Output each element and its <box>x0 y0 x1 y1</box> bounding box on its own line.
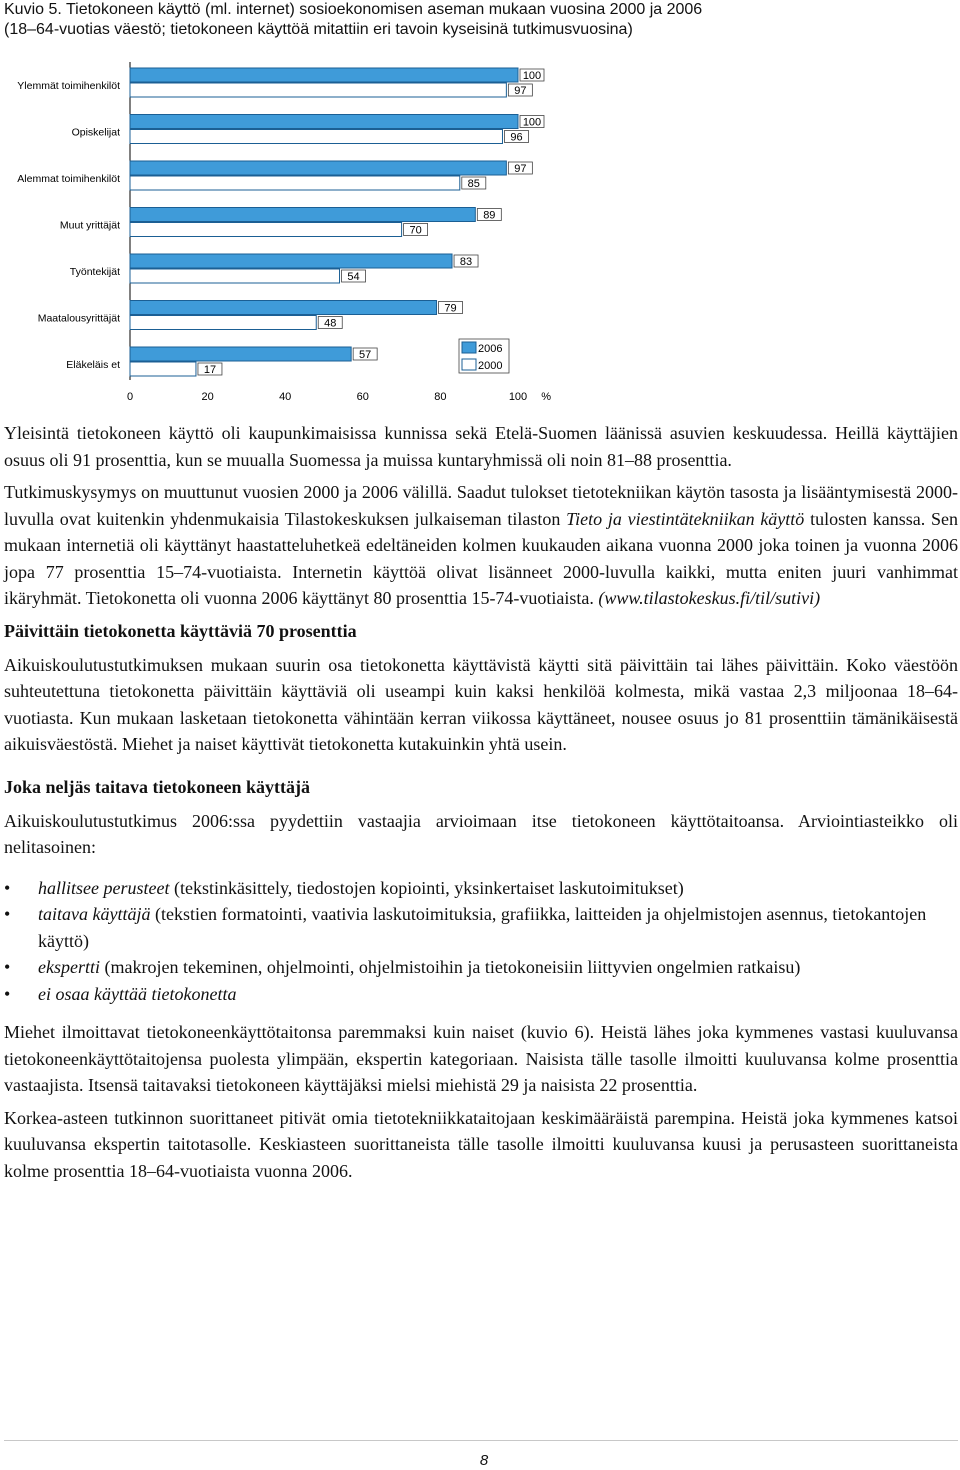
bar-2000 <box>130 362 196 376</box>
paragraph-2-b: Saadut tulokset tietotekniikan käytön tasosta ja lisääntymisestä 2000-luvulla ovat kuitenkin yhdenmukaisia Tilastokeskuksen julkaiseman tilaston <box>4 482 959 529</box>
bar-2006 <box>130 208 475 222</box>
category-label: Työntekijät <box>69 266 120 278</box>
data-label: 97 <box>514 163 527 175</box>
x-axis-unit: % <box>541 391 552 403</box>
paragraph-2-c: tulosten kanssa. Sen mukaan internetiä oli käyttänyt haastatteluhetkeä edeltäneiden kolmen kuukauden aikana vuonna 2000 joka toinen ja vuonna 2006 jopa 77 prosenttia 15–74-vuotiaista. Internetin käyttöä olivat lisänneet 2000-luvulla kaikki, mutta eniten juuri vanhimmat ikäryhmät. Tietokonetta oli vuonna 2006 käyttänyt 80 prosenttia 15-74-vuotiaista. <box>4 508 959 608</box>
bar-2006 <box>130 347 351 361</box>
x-tick-label: 100 <box>508 391 528 403</box>
data-label: 89 <box>483 209 496 222</box>
category-label: Eläkeläis et <box>66 359 120 371</box>
bar-2000 <box>130 130 502 144</box>
legend-swatch-2000 <box>462 359 476 370</box>
paragraph-1: Yleisintä tietokoneen käyttö oli kaupunkimaisissa kunnissa sekä Etelä-Suomen läänissä asuvien keskuudessa. Heillä käyttäjien osuus oli 91 prosenttia, kun se muualla Suomessa ja muissa kuntaryhmissä oli noin 81–88 prosenttia. <box>4 423 958 470</box>
list-item-desc: (tekstinkäsittely, tiedostojen kopiointi, yksinkertaiset laskutoimitukset) <box>173 877 684 898</box>
data-label: 100 <box>522 116 542 129</box>
bar-2006 <box>130 68 518 82</box>
category-label: Maatalousyrittäjät <box>37 312 120 325</box>
category-label: Ylemmät toimihenkilöt <box>17 80 120 92</box>
bar-2000 <box>130 223 402 237</box>
x-tick-label: 60 <box>356 391 369 403</box>
data-label: 79 <box>444 302 457 315</box>
bar-chart-svg <box>0 62 560 410</box>
legend-label: 2000 <box>478 360 503 372</box>
publication-title: Tieto ja viestintätekniikan käyttö <box>566 508 805 529</box>
data-label: 70 <box>409 224 422 237</box>
data-label: 100 <box>522 70 542 82</box>
bar-2000 <box>130 269 340 283</box>
data-label: 85 <box>467 178 480 190</box>
paragraph-3: Aikuiskoulutustutkimuksen mukaan suurin osa tietokonetta käyttävistä käytti sitä päivittäin tai lähes päivittäin. Koko väestöön suhteutettuna tietokonetta päivittäin käyttäviä oli useampi kuin kaksi henkilöä kolmesta, mikä vastaa 2,3 miljoonaa 18–64-vuotiasta. Kun mukaan lasketaan tietokonetta vähintään kerran viikossa käyttäneet, nousee osuus jo 81 prosenttiin tämänikäisestä aikuisväestöstä. Miehet ja naiset käyttivät tietokonetta kutakuinkin yhtä usein. <box>4 654 958 754</box>
bar-2006 <box>130 301 437 315</box>
body-text <box>4 420 958 1190</box>
list-item-term: ekspertti <box>38 957 100 977</box>
data-label: 97 <box>514 85 527 97</box>
bar-2000 <box>130 316 316 330</box>
caption-line-1: Kuvio 5. Tietokoneen käyttö (ml. internet) sosioekonomisen aseman mukaan vuosina 2000 ja 2006 <box>4 1 703 18</box>
heading-daily-users: Päivittäin tietokonetta käyttäviä 70 prosenttia <box>4 620 357 641</box>
category-label: Muut yrittäjät <box>59 219 120 232</box>
list-item-term: taitava käyttäjä <box>38 904 151 924</box>
source-link: (www.tilastokeskus.fi/til/sutivi) <box>598 588 821 608</box>
bar-2000 <box>130 83 506 97</box>
list-item-term: hallitsee perusteet <box>38 877 170 898</box>
data-label: 48 <box>324 317 337 330</box>
legend-label: 2006 <box>478 343 503 355</box>
bar-2006 <box>130 115 518 129</box>
paragraph-4: Aikuiskoulutustutkimus 2006:ssa pyydettiin vastaajia arvioimaan itse tietokoneen käyttötaitoansa. Arviointiasteikko oli nelitasoinen: <box>4 810 958 857</box>
paragraph-5: Miehet ilmoittavat tietokoneenkäyttötaitonsa paremmaksi kuin naiset (kuvio 6). Heistä lähes joka kymmenes vastasi kuuluvansa tietokoneenkäyttötaitojensa puolesta ylimpään, ekspertin kategoriaan. Naisista tälle tasolle ilmoitti kuuluvansa kolme prosenttia vastaajista. Itsensä taitavaksi tietokoneen käyttäjäksi mielsi miehistä 29 ja naisista 22 prosenttia. <box>4 1022 958 1095</box>
legend-swatch-2006 <box>462 342 476 353</box>
list-item <box>4 954 958 981</box>
data-label: 57 <box>359 349 372 361</box>
list-item-desc: (makrojen tekeminen, ohjelmointi, ohjelmistoihin ja tietokoneisiin liittyvien ongelmien ratkaisu) <box>104 957 801 977</box>
bar-chart <box>0 62 560 410</box>
list-item <box>4 901 958 954</box>
bar-2000 <box>130 176 460 190</box>
paragraph-6: Korkea-asteen tutkinnon suorittaneet pitivät omia tietotekniikkataitojaan keskimääräistä parempina. Heistä joka kymmenes katsoi kuuluvansa ekspertin taitotasolle. Keskiasteen suorittaneista tälle tasolle ilmoitti kuuluvansa kuusi ja perusasteen suorittaneista kolme prosenttia 18–64-vuotiaista vuonna 2006. <box>4 1107 958 1181</box>
caption-line-2: (18–64-vuotias väestö; tietokoneen käyttöä mitattiin eri tavoin kyseisinä tutkimusvuosina) <box>4 21 633 38</box>
data-label: 96 <box>510 131 523 144</box>
page-number: 8 <box>479 1452 489 1469</box>
footer-divider <box>4 1440 958 1441</box>
category-label: Alemmat toimihenkilöt <box>17 173 120 185</box>
bar-2006 <box>130 161 506 175</box>
list-item <box>4 981 958 1008</box>
paragraph-2 <box>4 479 958 612</box>
data-label: 17 <box>203 364 217 376</box>
x-tick-label: 80 <box>434 391 447 403</box>
x-tick-label: 40 <box>279 391 292 403</box>
list-item <box>4 875 958 902</box>
bar-2006 <box>130 254 452 268</box>
figure-caption <box>4 0 956 40</box>
x-tick-label: 0 <box>126 391 134 403</box>
data-label: 83 <box>459 256 473 268</box>
paragraph-2-a: Tutkimuskysymys on muuttunut vuosien 2000 ja 2006 välillä. <box>4 482 453 502</box>
skill-level-list <box>4 875 958 1008</box>
category-label: Opiskelijat <box>71 126 120 139</box>
x-tick-label: 20 <box>201 391 214 403</box>
list-item-term: ei osaa käyttää tietokonetta <box>38 983 237 1004</box>
data-label: 54 <box>347 271 360 283</box>
list-item-desc: (tekstien formatointi, vaativia laskutoimituksia, grafiikka, laitteiden ja ohjelmistojen asennus, tietokantojen käyttö) <box>38 904 927 951</box>
heading-skilled-users: Joka neljäs taitava tietokoneen käyttäjä <box>4 776 310 797</box>
